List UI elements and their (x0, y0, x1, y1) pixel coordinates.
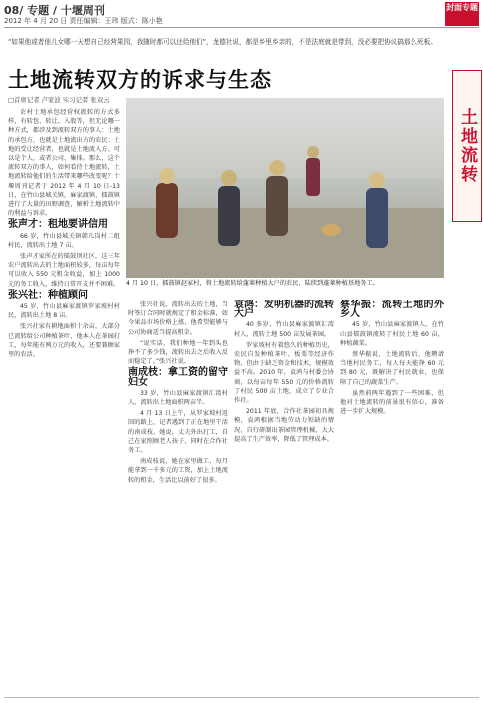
body-paragraph: 南成枝说，她在家里做工，每月能拿到一千多元的工资，加上土地流转的租金，生活比以前好了很多。 (128, 458, 228, 484)
body-paragraph: 张兴社说，流转出去的土地，当时签订合同时就规定了租金标准，如今果品市场价格上涨，他希望能够与公司协商适当提高租金。 (128, 301, 228, 336)
news-photo (126, 98, 444, 278)
body-paragraph: 2011 年底，合作社茶园初具规模，袁鸿根据当地劳动力短缺的情况，自行研制出茶园管理机械，大大提高了生产效率，降低了管理成本。 (234, 408, 334, 443)
article-column-3 (234, 300, 334, 693)
article-title: 土地流转双方的诉求与生态 (8, 68, 272, 92)
body-paragraph: 农村土地承包经营权流转的方式多样，有转包、转让、入股等，但无论哪一种方式，都涉及到流转双方的事人：土地的承包方，也就是土地流出方的农民；土地的受让经营者，也就是土地流入方。可以是个人，或者公司、集体。那么，这个流转双方的事人，如何看待土地流转，土地流转给他们的生活带来哪些改变呢？十堰周刊记者于 2012 年 4 月 10 日-13 日，在竹山县城关镇，麻家渡镇，擂鼓镇进行了大量的田野调查，解析土地流转中的利益与诉求。 (8, 109, 120, 218)
body-paragraph: 45 岁，竹山县麻家渡镇罗家坡村村民，流转出土地 8 亩。 (8, 303, 120, 320)
body-paragraph: 虽然前两年遇到了一些困难，但他对土地流转的前景很有信心，准备进一步扩大规模。 (340, 389, 444, 416)
section-heading: 张兴社：种植顾问 (8, 289, 88, 301)
section-heading: 南成枝：拿工资的留守妇女 (128, 367, 228, 388)
photo-illustration (126, 98, 444, 278)
footer-divider (4, 697, 479, 698)
article-column-2 (128, 300, 228, 693)
body-paragraph: 66 岁，竹山县城关镇韩儿岗村二组村民，流转出土地 7 亩。 (8, 232, 120, 249)
body-paragraph: 罗家坡村有着悠久的种植历史，农民自发种植茶叶、板栗等经济作物，但由于缺乏资金和技术，规模效益不高。2010 年，袁鸿与村委会协商，以每亩每年 550 元的价格流转了村民 500 亩土地，成立了专业合作社。 (234, 341, 334, 405)
section-heading: 张声才：租地要讲信用 (8, 219, 108, 231)
article-column-1 (8, 108, 120, 693)
section-logo: 封面专题 (445, 2, 479, 26)
body-paragraph: 张兴社家有耕地面积十余亩，大部分已流转给公司种植茶叶，他本人在茶园打工，每年能有两万元的收入，还要兼顾家里的农活。 (8, 323, 120, 359)
lead-quote: “如果他或者他儿女哪一天想自己经营果园，我随时都可以还给他们”，龙德社说，都是乡里乡亲的，不是法庭就是带到，没必要把协议搞那么死板。 (8, 38, 437, 46)
byline: □首席记者 卢家波 实习记者 张双云 (8, 96, 110, 104)
page-title: 08/ 专题 / 十堰周刊 (4, 4, 105, 17)
sidebar-title: 土地流转 (452, 70, 482, 222)
article-column-4 (340, 300, 444, 693)
body-paragraph: 33 岁，竹山县麻家渡镇汇湾村人，流转出土地面积两亩半。 (128, 389, 228, 407)
section-heading: 袁鸿：发明机器的流转大户 (234, 300, 334, 320)
body-paragraph: 蔡华振说，土地流转后，他聘请当地村民务工，每人每天能挣 60 元到 80 元，既解决了村民就业，也保障了自己的蔬菜生产。 (340, 351, 444, 386)
date-line: 2012 年 4 月 20 日 责任编辑：王玮 版式：陈小艳 (4, 17, 163, 25)
body-paragraph: 45 岁，竹山县麻家渡镇人，在竹山县擂鼓镇流转了村民土地 60 亩，种植蔬菜。 (340, 321, 444, 347)
body-paragraph: 4 月 13 日上午，从罗家坡村返回的路上，记者遇到了正在地里干活的南成枝。她说，丈夫外出打工，自己在家照顾老人孩子，同时在合作社务工。 (128, 410, 228, 455)
section-heading: 蔡华振：流转土地的外乡人 (340, 300, 444, 320)
body-paragraph: “说实话，我们种地一年到头也挣不了多少钱，流转出去之后收入反而稳定了。”张兴社说。 (128, 339, 228, 366)
body-paragraph: 40 多岁，竹山县麻家渡镇汇湾村人，流转土地 500 亩发展茶园。 (234, 321, 334, 338)
page-header (0, 0, 483, 30)
body-paragraph: 张声才家所在的擂鼓坝社区，这三年农户流转出去的土地面积较多，每亩每年可以收入 550 元租金收益，加上 1000 元的务工收入，维持日常开支并不困难。 (8, 253, 120, 288)
photo-caption: 4 月 10 日，擂鼓镇赵家村，将土地流转给蓬莱种植大户的农民，陆续到蓬莱种植基地务工。 (126, 280, 379, 287)
header-divider (4, 27, 479, 28)
